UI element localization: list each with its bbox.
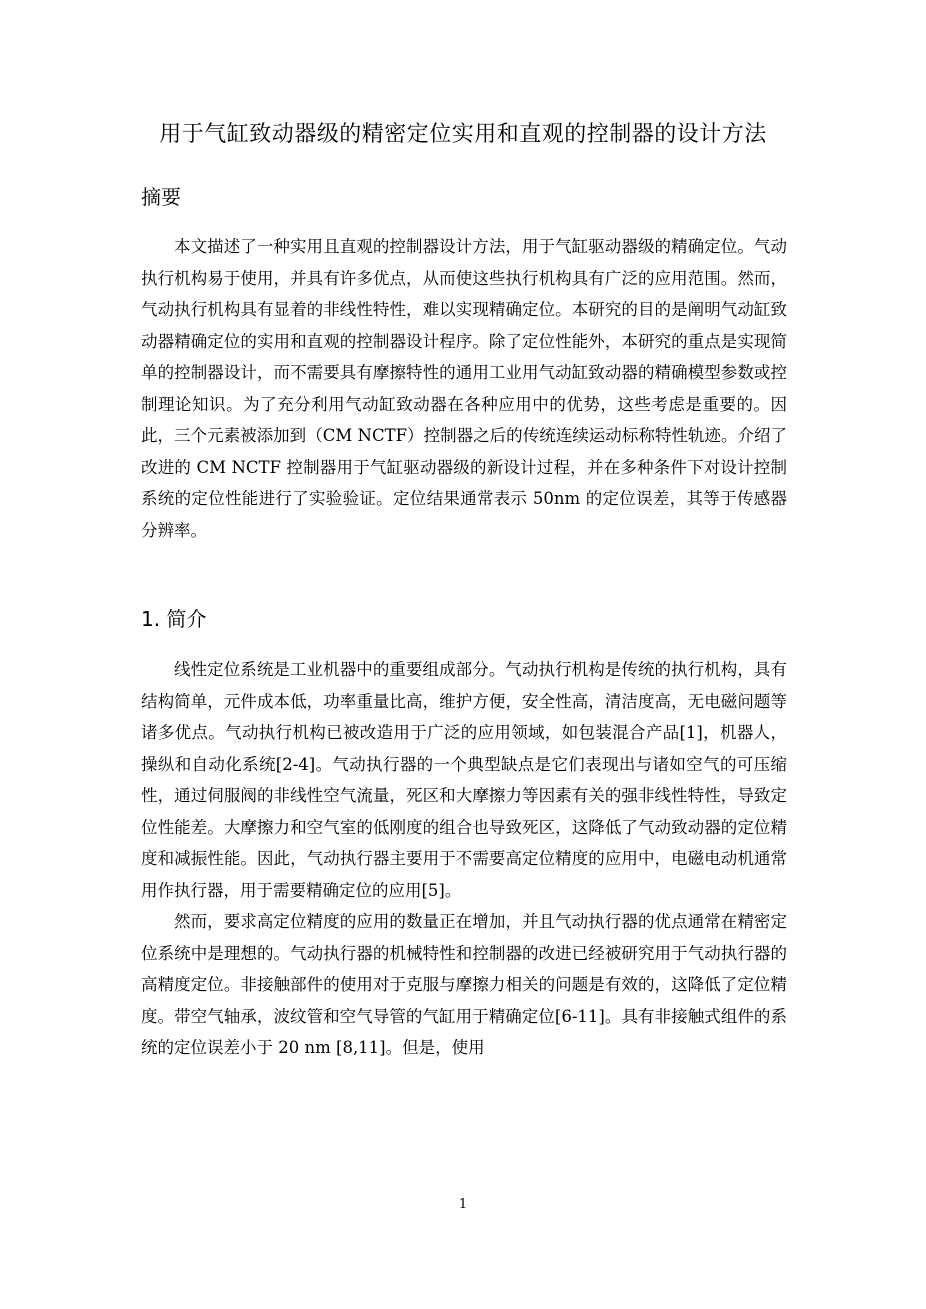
document-title: 用于气缸致动器级的精密定位实用和直观的控制器的设计方法	[159, 122, 767, 147]
abstract-heading: 摘要	[141, 185, 181, 209]
introduction-heading: 1. 简介	[141, 607, 207, 631]
abstract-body	[141, 231, 787, 546]
page-number: 1	[458, 1197, 468, 1212]
introduction-body	[141, 654, 787, 1064]
introduction-paragraph-1: 线性定位系统是工业机器中的重要组成部分。气动执行机构是传统的执行机构，具有结构简单，元件成本低，功率重量比高，维护方便，安全性高，清洁度高，无电磁问题等诸多优点。气动执行机构已被改造用于广泛的应用领域，如包装混合产品[1]，机器人，操纵和自动化系统[2-4]。气动执行器的一个典型缺点是它们表现出与诸如空气的可压缩性，通过伺服阀的非线性空气流量，死区和大摩擦力等因素有关的强非线性特性，导致定位性能差。大摩擦力和空气室的低刚度的组合也导致死区，这降低了气动致动器的定位精度和减振性能。因此，气动执行器主要用于不需要高定位精度的应用中，电磁电动机通常用作执行器，用于需要精确定位的应用[5]。	[141, 660, 787, 900]
abstract-paragraph: 本文描述了一种实用且直观的控制器设计方法，用于气缸驱动器级的精确定位。气动执行机构易于使用，并具有许多优点，从而使这些执行机构具有广泛的应用范围。然而，气动执行机构具有显着的非线性特性，难以实现精确定位。本研究的目的是阐明气动缸致动器精确定位的实用和直观的控制器设计程序。除了定位性能外，本研究的重点是实现简单的控制器设计，而不需要具有摩擦特性的通用工业用气动缸致动器的精确模型参数或控制理论知识。为了充分利用气动缸致动器在各种应用中的优势，这些考虑是重要的。因此，三个元素被添加到（CM NCTF）控制器之后的传统连续运动标称特性轨迹。介绍了改进的 CM NCTF 控制器用于气缸驱动器级的新设计过程，并在多种条件下对设计控制系统的定位性能进行了实验验证。定位结果通常表示 50nm 的定位误差，其等于传感器分辨率。	[141, 237, 787, 540]
introduction-paragraph-2: 然而，要求高定位精度的应用的数量正在增加，并且气动执行器的优点通常在精密定位系统中是理想的。气动执行器的机械特性和控制器的改进已经被研究用于气动执行器的高精度定位。非接触部件的使用对于克服与摩擦力相关的问题是有效的，这降低了定位精度。带空气轴承，波纹管和空气导管的气缸用于精确定位[6-11]。具有非接触式组件的系统的定位误差小于 20 nm [8,11]。但是，使用	[141, 912, 787, 1057]
